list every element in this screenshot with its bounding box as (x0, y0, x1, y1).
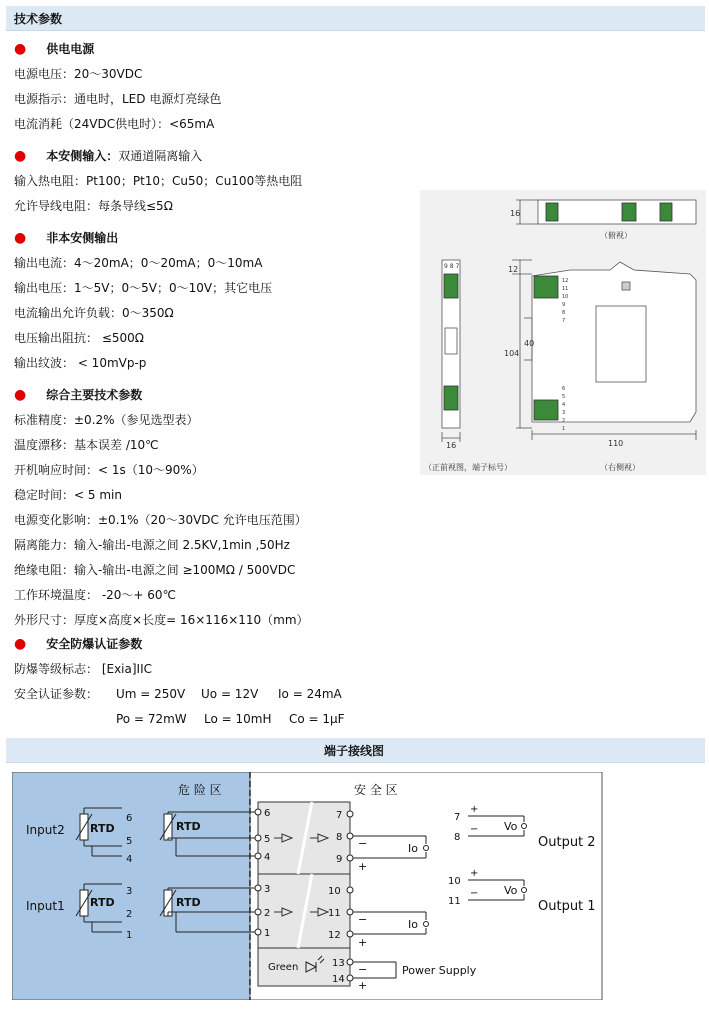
ex-uo: Uo = 12V (201, 687, 259, 701)
heading-ex: ● 安全防爆认证参数 (14, 636, 143, 652)
general-size: 外形尺寸：厚度×高度×长度= 16×116×110（mm） (14, 613, 309, 627)
green-led-label: Green (268, 962, 299, 973)
svg-text:−: − (470, 888, 479, 899)
power-consumption: 电流消耗（24VDC供电时）：<65mA (14, 117, 215, 131)
svg-text:4: 4 (126, 854, 133, 865)
ex-po: Po = 72mW (116, 712, 187, 726)
heading-output: ● 非本安侧输出 (14, 230, 119, 246)
svg-text:7: 7 (336, 810, 343, 821)
bullet-icon: ● (14, 148, 27, 164)
vo-label-1: Vo (504, 884, 518, 897)
svg-text:+: + (358, 936, 368, 949)
svg-text:9: 9 (562, 302, 566, 308)
output2-label: Output 2 (538, 835, 596, 850)
svg-text:8: 8 (562, 310, 566, 316)
svg-text:11: 11 (562, 286, 569, 292)
bullet-icon: ● (14, 636, 27, 652)
svg-text:6: 6 (264, 808, 271, 819)
dimension-drawing (420, 190, 706, 475)
io-label-2: Io (408, 842, 418, 855)
svg-text:11: 11 (328, 908, 341, 919)
dim-16-bottom: 16 (446, 441, 457, 450)
output-voltage: 输出电压：1～5V；0～5V；0～10V；其它电压 (14, 281, 273, 295)
section-header-tech-params (6, 6, 705, 31)
general-settle: 稳定时间：< 5 min (14, 488, 122, 502)
svg-text:12: 12 (562, 278, 569, 284)
front-terminal-label: 9 8 7 (444, 263, 460, 270)
top-view (516, 200, 696, 224)
dim-104: 104 (504, 349, 520, 358)
section-title: 端子接线图 (324, 744, 385, 758)
vo-label-2: Vo (504, 820, 518, 833)
heading-general: ● 综合主要技术参数 (14, 387, 143, 403)
svg-text:−: − (358, 963, 368, 976)
hazard-label: 危 险 区 (178, 783, 222, 797)
input1-label: Input1 (26, 899, 65, 913)
power-indicator: 电源指示：通电时，LED 电源灯亮绿色 (14, 92, 222, 106)
ex-lo: Lo = 10mH (204, 712, 272, 726)
ex-co: Co = 1μF (289, 712, 345, 726)
general-isolation: 隔离能力：输入-输出-电源之间 2.5KV,1min ,50Hz (14, 538, 290, 552)
svg-text:10: 10 (328, 886, 341, 897)
svg-text:13: 13 (332, 958, 345, 969)
svg-text:+: + (470, 868, 479, 879)
svg-text:14: 14 (332, 974, 345, 985)
input2-label: Input2 (26, 823, 65, 837)
rtd-label-right-2: RTD (176, 820, 201, 833)
svg-text:4: 4 (264, 852, 271, 863)
svg-text:+: + (470, 804, 479, 815)
front-view-caption: （正前视图，端子标号） (424, 463, 512, 472)
general-accuracy: 标准精度：±0.2%（参见选型表） (14, 413, 199, 427)
output-ripple: 输出纹波： < 10mVp-p (14, 356, 147, 370)
svg-text:8: 8 (336, 832, 343, 843)
general-supply-effect: 电源变化影响：±0.1%（20～30VDC 允许电压范围） (14, 513, 307, 527)
svg-text:5: 5 (562, 394, 566, 400)
general-response: 开机响应时间：< 1s（10～90%） (14, 463, 204, 477)
svg-text:1: 1 (562, 426, 566, 432)
top-view-caption: （俯视） (600, 231, 632, 240)
section-header-wiring (6, 738, 705, 763)
svg-text:12: 12 (328, 930, 341, 941)
svg-text:2: 2 (562, 418, 566, 424)
rtd-label-left-1: RTD (90, 896, 115, 909)
svg-text:7: 7 (454, 812, 461, 823)
input-rtd: 输入热电阻：Pt100；Pt10；Cu50；Cu100等热电阻 (14, 174, 303, 188)
bullet-icon: ● (14, 230, 27, 246)
svg-text:3: 3 (126, 886, 133, 897)
svg-text:6: 6 (126, 813, 133, 824)
dim-40: 40 (524, 339, 535, 348)
ex-params-label: 安全认证参数： (14, 687, 99, 701)
io-label-1: Io (408, 918, 418, 931)
output-load: 电流输出允许负载：0～350Ω (14, 306, 174, 320)
svg-text:5: 5 (264, 834, 271, 845)
loop-polarity (358, 837, 367, 992)
rtd-label-right-1: RTD (176, 896, 201, 909)
heading-power: ● 供电电源 (14, 41, 95, 57)
svg-text:1: 1 (264, 928, 271, 939)
svg-text:5: 5 (126, 836, 133, 847)
dim-110: 110 (608, 439, 624, 448)
output-impedance: 电压输出阻抗： ≤500Ω (14, 331, 144, 345)
svg-text:2: 2 (264, 908, 271, 919)
input-lead-resistance: 允许导线电阻：每条导线≤5Ω (14, 199, 173, 213)
output1-label: Output 1 (538, 899, 596, 914)
heading-input: ● 本安侧输入：双通道隔离输入 (14, 148, 203, 164)
bullet-icon: ● (14, 387, 27, 403)
safe-label: 安 全 区 (354, 783, 398, 797)
front-view (442, 260, 460, 442)
svg-text:1: 1 (126, 930, 133, 941)
general-insulation: 绝缘电阻：输入-输出-电源之间 ≥100MΩ / 500VDC (14, 563, 296, 577)
svg-text:−: − (358, 837, 368, 850)
side-view-caption: （右侧视） (600, 463, 640, 472)
svg-text:2: 2 (126, 909, 133, 920)
ex-um: Um = 250V (116, 687, 186, 701)
output-current: 输出电流：4～20mA；0～20mA；0～10mA (14, 256, 263, 270)
side-view (512, 260, 696, 440)
ex-mark: 防爆等级标志： [Exia]IIC (14, 662, 153, 676)
power-supply-label: Power Supply (402, 964, 477, 977)
svg-text:8: 8 (454, 832, 461, 843)
svg-text:+: + (358, 979, 368, 992)
dim-12: 12 (508, 265, 519, 274)
svg-text:−: − (358, 913, 368, 926)
svg-text:3: 3 (264, 884, 271, 895)
svg-text:11: 11 (448, 896, 461, 907)
power-voltage: 电源电压：20～30VDC (14, 67, 143, 81)
section-title: 技术参数 (14, 12, 63, 26)
ex-io: Io = 24mA (278, 687, 342, 701)
svg-text:−: − (470, 824, 479, 835)
svg-text:10: 10 (448, 876, 461, 887)
bullet-icon: ● (14, 41, 27, 57)
wiring-diagram (12, 772, 604, 1000)
general-temperature: 工作环境温度： -20～+ 60℃ (14, 588, 177, 602)
svg-text:+: + (358, 860, 368, 873)
svg-text:4: 4 (562, 402, 566, 408)
svg-text:3: 3 (562, 410, 566, 416)
svg-text:7: 7 (562, 318, 566, 324)
svg-text:9: 9 (336, 854, 343, 865)
dim-16-top: 16 (510, 209, 521, 218)
svg-text:10: 10 (562, 294, 569, 300)
rtd-label-left-2: RTD (90, 822, 115, 835)
svg-text:6: 6 (562, 386, 566, 392)
general-drift: 温度漂移：基本误差 /10℃ (14, 438, 159, 452)
